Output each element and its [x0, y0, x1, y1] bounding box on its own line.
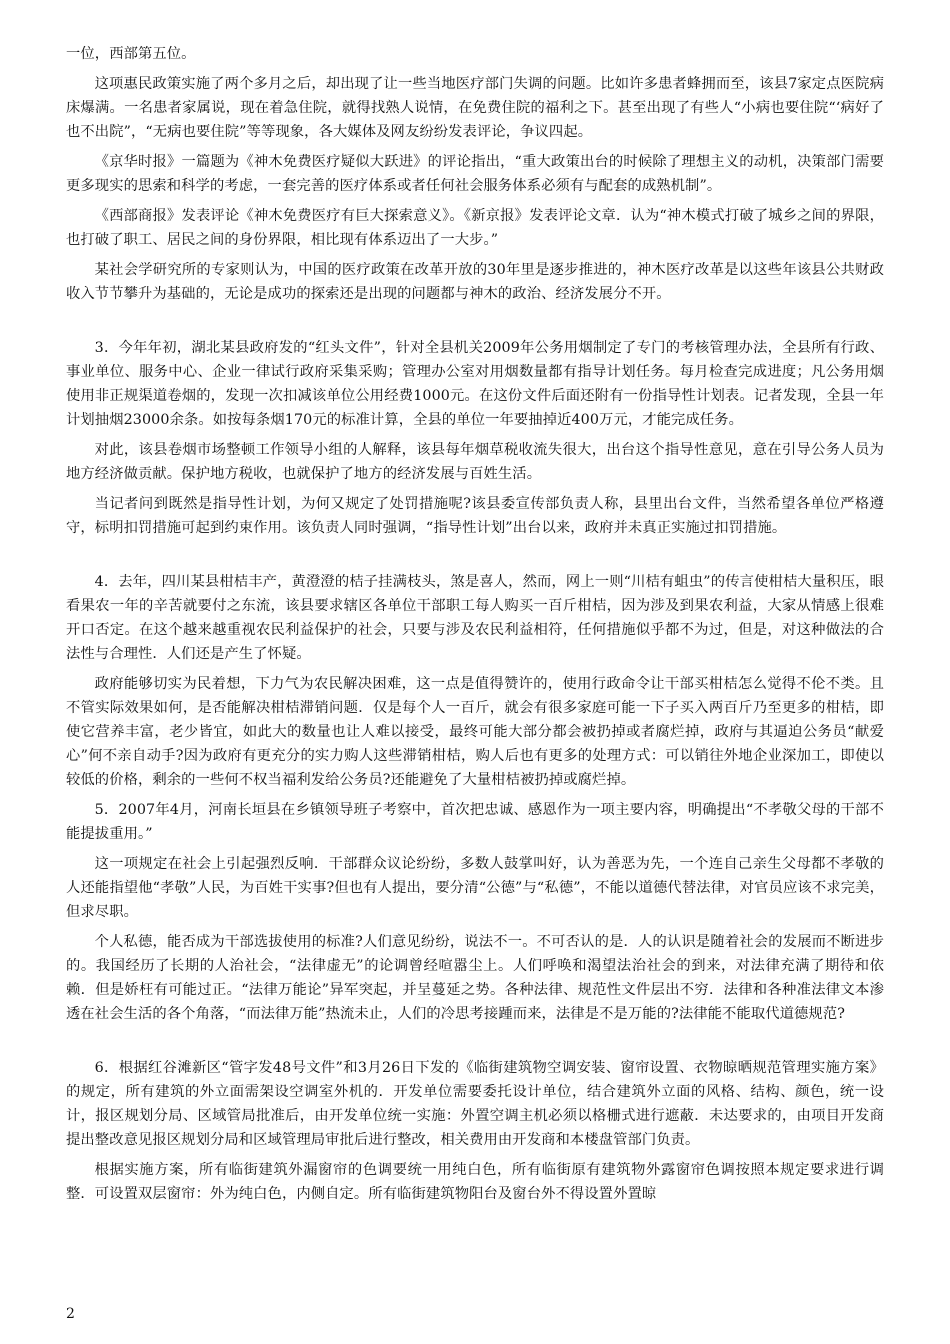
document-body [66, 42, 884, 1212]
paragraph: 3．今年年初，湖北某县政府发的“红头文件”，针对全县机关2009年公务用烟制定了专门的考核管理办法，全县所有行政、事业单位、服务中心、企业一律试行政府采集采购；管理办公室对用烟数量都有指导计划任务。每月检查完成进度；凡公务用烟使用非正规渠道卷烟的，发现一次扣减该单位公用经费1000元。在这份文件后面还附有一份指导性计划表。记者发现，全县一年计划抽烟23000余条。如按每条烟170元的标准计算，全县的单位一年要抽掉近400万元，才能完成任务。 [66, 340, 884, 428]
paragraph: 当记者问到既然是指导性计划，为何又规定了处罚措施呢?该县委宣传部负责人称，县里出台文件，当然希望各单位严格遵守，标明扣罚措施可起到约束作用。该负责人同时强调，“指导性计划”出台以来，政府并未真正实施过扣罚措施。 [66, 496, 884, 536]
paragraph: 个人私德，能否成为干部选拔使用的标准?人们意见纷纷，说法不一。不可否认的是．人的认识是随着社会的发展而不断进步的。我国经历了长期的人治社会，“法律虚无”的论调曾经喧嚣尘上。人们呼唤和渴望法治社会的到来，对法律充满了期待和依赖．但是娇枉有可能过正。“法律万能论”异军突起，并呈蔓延之势。各种法律、规范性文件层出不穷．法律和各种准法律文本渗透在社会生活的各个角落，“而法律万能”热流未止，人们的冷思考接踵而来，法律是不是万能的?法律能不能取代道德规范? [66, 934, 884, 1022]
page-number: 2 [66, 1306, 75, 1322]
paragraph: 这项惠民政策实施了两个多月之后，却出现了让一些当地医疗部门失调的问题。比如许多患者蜂拥而至，该县7家定点医院病床爆满。一名患者家属说，现在着急住院，就得找熟人说情，在免费住院的福利之下。甚至出现了有些人“小病也要住院“‘病好了也不出院”，“无病也要住院”等等现象，各大媒体及网友纷纷发表评论，争议四起。 [66, 76, 884, 140]
paragraph: 《西部商报》发表评论《神木免费医疗有巨大探索意义》。《新京报》发表评论文章．认为“神木模式打破了城乡之间的界限，也打破了职工、居民之间的身份界限，相比现有体系迈出了一大步。” [66, 208, 884, 248]
paragraph: 4．去年，四川某县柑桔丰产，黄澄澄的桔子挂满枝头，煞是喜人，然而，网上一则“川桔有蛆虫”的传言使柑桔大量积压，眼看果农一年的辛苦就要付之东流，该县要求辖区各单位干部职工每人购买一百斤柑桔，因为涉及到果农利益，大家从情感上很难开口否定。在这个越来越重视农民利益保护的社会，只要与涉及农民利益相符，任何措施似乎都不为过，但是，对这种做法的合法性与合理性．人们还是产生了怀疑。 [66, 574, 884, 662]
paragraph: 5．2007年4月，河南长垣县在乡镇领导班子考察中，首次把忠诚、感恩作为一项主要内容，明确提出“不孝敬父母的干部不能提拔重用。” [66, 802, 884, 842]
paragraph: 《京华时报》一篇题为《神木免费医疗疑似大跃进》的评论指出，“重大政策出台的时候除了理想主义的动机，决策部门需要更多现实的思索和科学的考虑，一套完善的医疗体系或者任何社会服务体系必须有与配套的成熟机制”。 [66, 154, 884, 194]
section-gap [66, 546, 884, 570]
section-gap [66, 1032, 884, 1056]
paragraph: 某社会学研究所的专家则认为，中国的医疗政策在改革开放的30年里是逐步推进的，神木医疗改革是以这些年该县公共财政收入节节攀升为基础的，无论是成功的探索还是出现的问题都与神木的政治、经济发展分不开。 [66, 262, 884, 302]
section-gap [66, 312, 884, 336]
paragraph: 根据实施方案，所有临街建筑外漏窗帘的色调要统一用纯白色，所有临街原有建筑物外露窗帘色调按照本规定要求进行调整．可设置双层窗帘：外为纯白色，内侧自定。所有临街建筑物阳台及窗台外不得设置外置晾 [66, 1162, 884, 1202]
paragraph: 这一项规定在社会上引起强烈反响．干部群众议论纷纷，多数人鼓掌叫好，认为善恶为先，一个连自己亲生父母都不孝敬的人还能指望他“孝敬”人民，为百姓干实事?但也有人提出，要分清“公德”与“私德”，不能以道德代替法律，对官员应该不求完美，但求尽职。 [66, 856, 884, 920]
paragraph: 政府能够切实为民着想，下力气为农民解决困难，这一点是值得赞许的，使用行政命令让干部买柑桔怎么觉得不伦不类。且不管实际效果如何，是否能解决柑桔滞销问题．仅是每个人一百斤，就会有很多家庭可能一下子买入两百斤乃至更多的柑桔，即使它营养丰富，老少皆宜，如此大的数量也让人难以接受，最终可能大部分都会被扔掉或者腐烂掉，政府与其逼迫公务员“献爱心”何不亲自动手?因为政府有更充分的实力购人这些滞销柑桔，购人后也有更多的处理方式：可以销往外地企业深加工，即使以较低的价格，剩余的一些何不权当福利发给公务员?还能避免了大量柑桔被扔掉或腐烂掉。 [66, 676, 884, 788]
paragraph: 一位，西部第五位。 [66, 46, 196, 62]
paragraph: 6．根据红谷滩新区“管字发48号文件”和3月26日下发的《临街建筑物空调安装、窗帘设置、衣物晾晒规范管理实施方案》的规定，所有建筑的外立面需架设空调室外机的．开发单位需要委托设计单位，结合建筑外立面的风格、结构、颜色，统一设计，报区规划分局、区域管局批准后，由开发单位统一实施：外置空调主机必须以格栅式进行遮蔽．未达要求的，由项目开发商提出整改意见报区规划分局和区域管理局审批后进行整改，相关费用由开发商和本楼盘管部门负责。 [66, 1060, 884, 1148]
paragraph: 对此，该县卷烟市场整顿工作领导小组的人解释，该县每年烟草税收流失很大，出台这个指导性意见，意在引导公务人员为地方经济做贡献。保护地方税收，也就保护了地方的经济发展与百姓生活。 [66, 442, 884, 482]
